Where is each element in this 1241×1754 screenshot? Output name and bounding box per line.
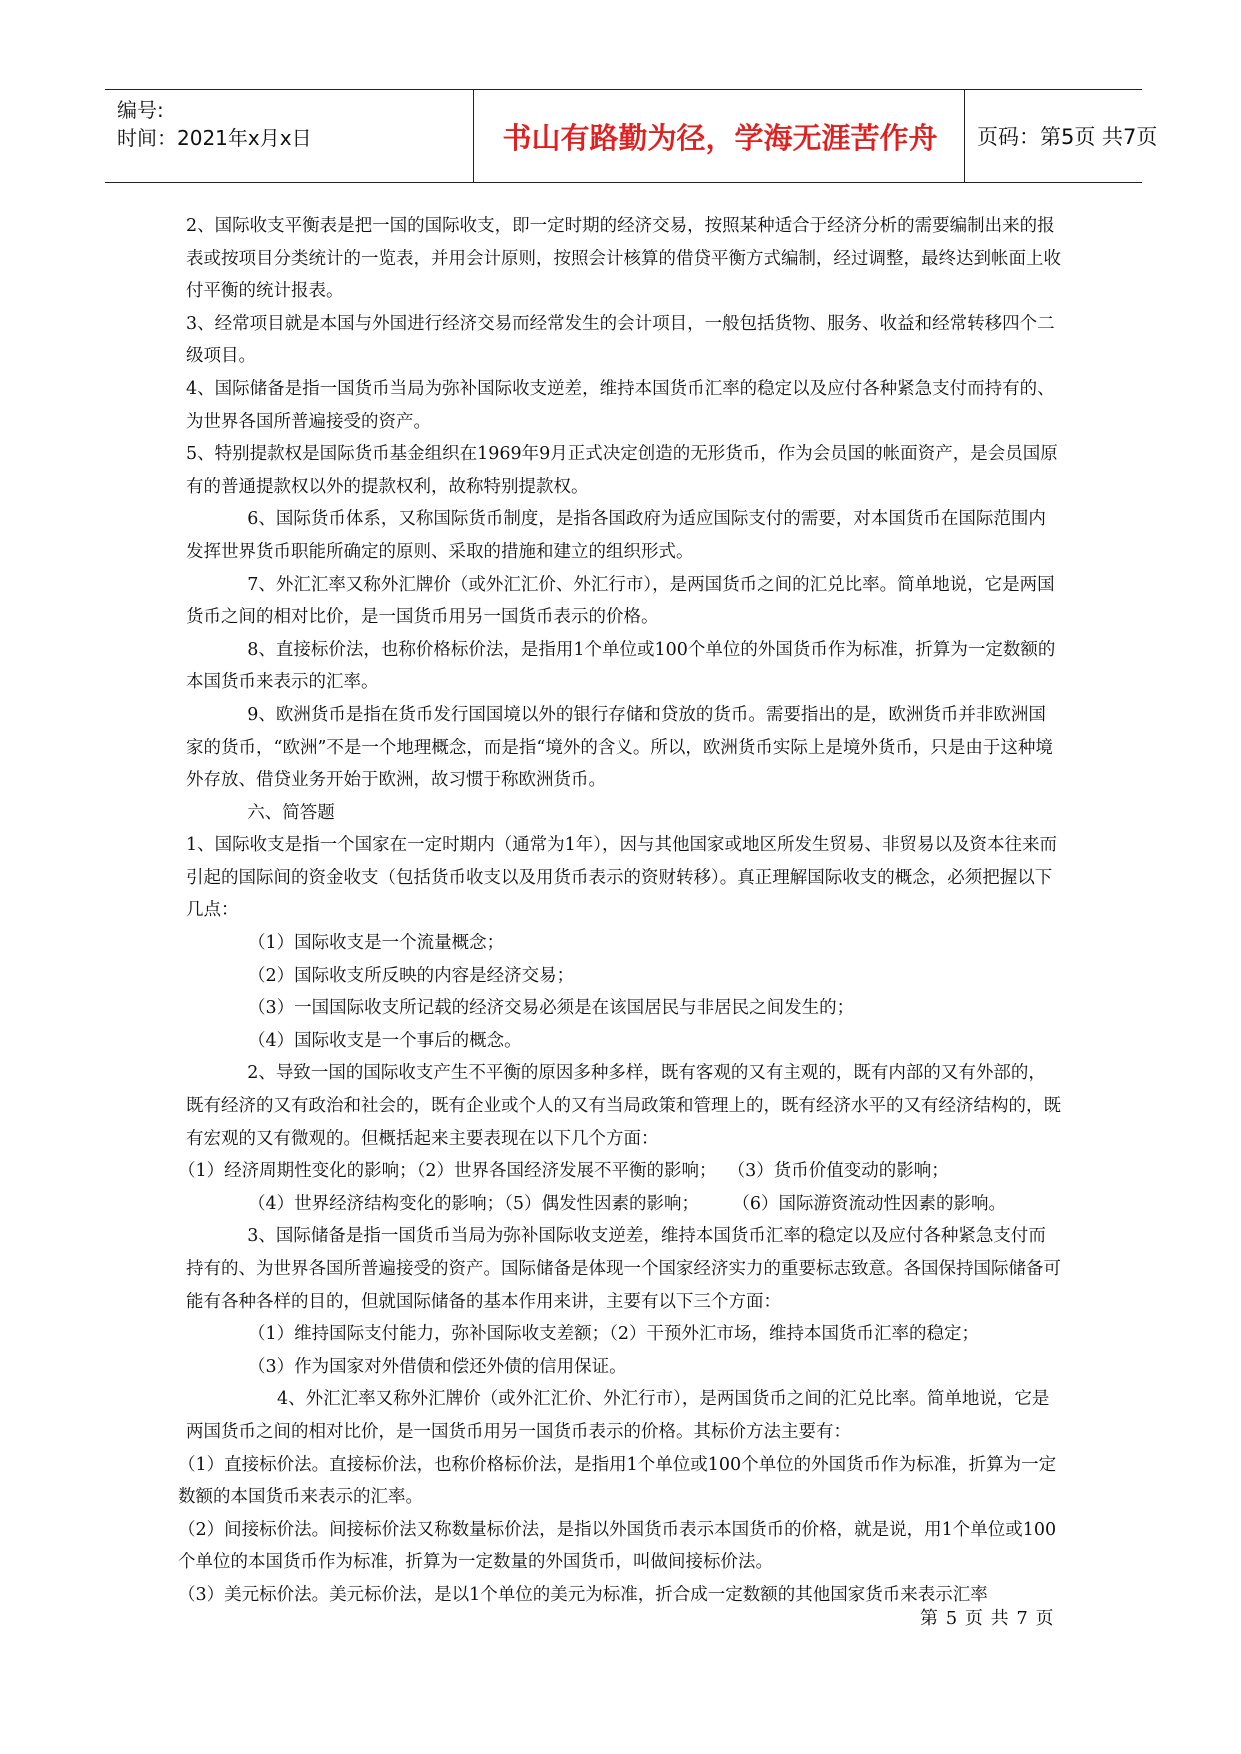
paragraph: 8、直接标价法，也称价格标价法，是指用1个单位或100个单位的外国货币作为标准，折算为一定数额的本国货币来表示的汇率。: [186, 639, 1056, 693]
section-heading: 六、简答题: [247, 802, 335, 823]
header-motto: 书山有路勤为径，学海无涯苦作舟: [502, 120, 938, 155]
page-footer: 第 5 页 共 7 页: [920, 1608, 1055, 1629]
time-label: 时间：2021年x月x日: [117, 126, 312, 150]
paragraph: 6、国际货币体系，又称国际货币制度，是指各国政府为适应国际支付的需要，对本国货币在国际范围内发挥世界货币职能所确定的原则、采取的措施和建立的组织形式。: [186, 509, 1046, 562]
list-item: （1）国际收支是一个流量概念；: [248, 933, 505, 954]
paragraph: 5、特别提款权是国际货币基金组织在1969年9月正式决定创造的无形货币，作为会员国的帐面资产，是会员国原有的普通提款权以外的提款权利，故称特别提款权。: [186, 444, 1058, 497]
paragraph: 1、国际收支是指一个国家在一定时期内（通常为1年），因与其他国家或地区所发生贸易、非贸易以及资本往来而引起的国际间的资金收支（包括货币收支以及用货币表示的资财转移）。真正理解国际收支的概念，必须把握以下几点：: [186, 835, 1058, 921]
paragraph: 9、欧洲货币是指在货币发行国国境以外的银行存储和贷放的货币。需要指出的是，欧洲货币并非欧洲国家的货币，“欧洲”不是一个地理概念，而是指“境外的含义。所以，欧洲货币实际上是境外货币，只是由于这种境外存放、借贷业务开始于欧洲，故习惯于称欧洲货币。: [186, 704, 1053, 791]
list-item: （4）世界经济结构变化的影响；（5）偶发性因素的影响； （6）国际游资流动性因素的影响。: [248, 1193, 1007, 1214]
paragraph: 3、国际储备是指一国货币当局为弥补国际收支逆差，维持本国货币汇率的稳定以及应付各种紧急支付而持有的、为世界各国所普遍接受的资产。国际储备是体现一个国家经济实力的重要标志致意。各国保持国际储备可能有各种各样的目的，但就国际储备的基本作用来讲，主要有以下三个方面：: [186, 1226, 1061, 1312]
serial-number-label: 编号:: [117, 98, 164, 122]
header-divider: [473, 90, 474, 182]
header-meta: [117, 96, 467, 152]
paragraph: 4、外汇汇率又称外汇牌价（或外汇汇价、外汇行市），是两国货币之间的汇兑比率。简单地说，它是两国货币之间的相对比价，是一国货币用另一国货币表示的价格。其标价方法主要有：: [186, 1389, 1050, 1442]
paragraph: 4、国际储备是指一国货币当局为弥补国际收支逆差，维持本国货币汇率的稳定以及应付各种紧急支付而持有的、为世界各国所普遍接受的资产。: [186, 378, 1055, 432]
list-item: （3）作为国家对外借债和偿还外债的信用保证。: [248, 1356, 627, 1377]
paragraph: 2、国际收支平衡表是把一国的国际收支，即一定时期的经济交易，按照某种适合于经济分析的需要编制出来的报表或按项目分类统计的一览表，并用会计原则，按照会计核算的借贷平衡方式编制，经过调整，最终达到帐面上收付平衡的统计报表。: [186, 216, 1061, 302]
document-body: [178, 210, 1062, 1612]
header-divider: [964, 90, 965, 182]
paragraph: 2、导致一国的国际收支产生不平衡的原因多种多样，既有客观的又有主观的，既有内部的又有外部的，既有经济的又有政治和社会的，既有企业或个人的又有当局政策和管理上的，既有经济水平的又有经济结构的，既有宏观的又有微观的。但概括起来主要表现在以下几个方面：: [186, 1063, 1061, 1149]
list-item: （1）经济周期性变化的影响；（2）世界各国经济发展不平衡的影响； （3）货币价值变动的影响；: [178, 1161, 949, 1182]
paragraph: 7、外汇汇率又称外汇牌价（或外汇汇价、外汇行市），是两国货币之间的汇兑比率。简单地说，它是两国货币之间的相对比价，是一国货币用另一国货币表示的价格。: [186, 574, 1055, 628]
list-item: （2）国际收支所反映的内容是经济交易；: [248, 965, 575, 986]
list-item: （1）直接标价法。直接标价法，也称价格标价法，是指用1个单位或100个单位的外国货币作为标准，折算为一定数额的本国货币来表示的汇率。: [178, 1454, 1057, 1508]
page-header: [105, 89, 1158, 183]
list-item: （1）维持国际支付能力，弥补国际收支差额；（2）干预外汇市场，维持本国货币汇率的稳定；: [248, 1324, 980, 1345]
list-item: （3）美元标价法。美元标价法，是以1个单位的美元为标准，折合成一定数额的其他国家货币来表示汇率: [178, 1584, 988, 1605]
header-page-number: 页码：第5页 共7页: [977, 125, 1158, 149]
list-item: （2）间接标价法。间接标价法又称数量标价法，是指以外国货币表示本国货币的价格，就是说，用1个单位或100个单位的本国货币作为标准，折算为一定数量的外国货币，叫做间接标价法。: [178, 1519, 1057, 1573]
list-item: （4）国际收支是一个事后的概念。: [248, 1030, 522, 1051]
paragraph: 3、经常项目就是本国与外国进行经济交易而经常发生的会计项目，一般包括货物、服务、收益和经常转移四个二级项目。: [186, 313, 1055, 367]
list-item: （3）一国国际收支所记载的经济交易必须是在该国居民与非居民之间发生的；: [248, 998, 855, 1019]
